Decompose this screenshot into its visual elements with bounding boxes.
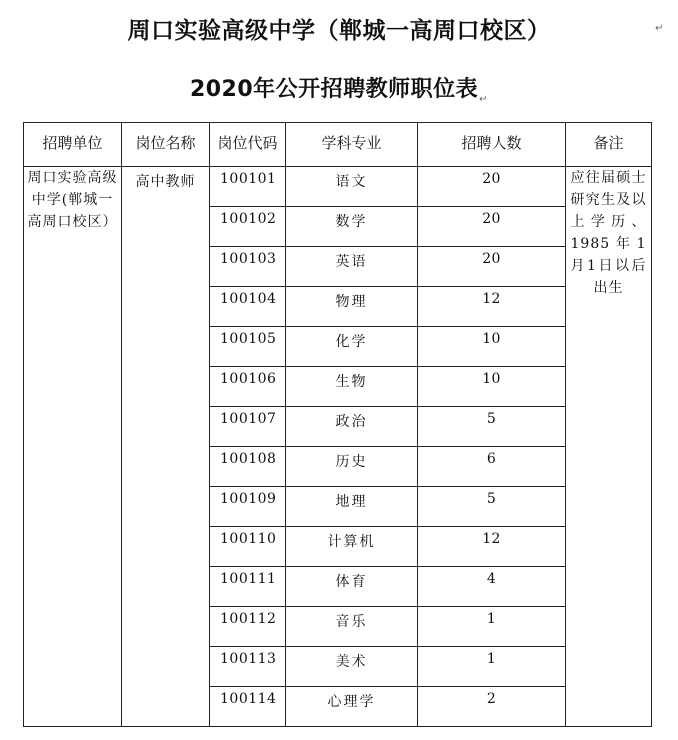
cell-subject: 美术 — [286, 647, 418, 687]
header-unit: 招聘单位 — [24, 123, 122, 167]
cell-position-code: 100102 — [210, 207, 286, 247]
cell-hire-count: 5 — [418, 487, 566, 527]
cell-subject: 政治 — [286, 407, 418, 447]
cell-position-code: 100108 — [210, 447, 286, 487]
cell-position-code: 100114 — [210, 687, 286, 727]
header-position: 岗位名称 — [122, 123, 210, 167]
cell-subject: 历史 — [286, 447, 418, 487]
cell-hire-count: 1 — [418, 647, 566, 687]
cell-position-code: 100104 — [210, 287, 286, 327]
position-name-text: 高中教师 — [135, 174, 196, 190]
cell-position-code: 100106 — [210, 367, 286, 407]
header-notes: 备注 — [566, 123, 652, 167]
cell-subject: 物理 — [286, 287, 418, 327]
document-title — [0, 12, 678, 45]
cell-subject: 化学 — [286, 327, 418, 367]
title-text: 周口实验高级中学（郸城一高周口校区） — [127, 18, 551, 44]
cell-hire-count: 10 — [418, 367, 566, 407]
cell-hire-count: 20 — [418, 207, 566, 247]
cell-hire-count: 20 — [418, 247, 566, 287]
cell-subject: 体育 — [286, 567, 418, 607]
cell-hire-count: 5 — [418, 407, 566, 447]
cell-position-code: 100107 — [210, 407, 286, 447]
subtitle-text: 2020年公开招聘教师职位表 — [189, 77, 479, 102]
paragraph-mark-icon: ↵ — [655, 23, 664, 34]
cell-hire-count: 12 — [418, 527, 566, 567]
cell-position-code: 100103 — [210, 247, 286, 287]
paragraph-mark-icon: ↵ — [479, 94, 489, 105]
header-subject: 学科专业 — [286, 123, 418, 167]
cell-position-name — [122, 167, 210, 727]
cell-position-code: 100101 — [210, 167, 286, 207]
cell-position-code: 100109 — [210, 487, 286, 527]
table-row — [24, 167, 652, 207]
recruiting-unit-text: 周口实验高级中学(郸城一高周口校区） — [27, 170, 118, 230]
cell-hire-count: 12 — [418, 287, 566, 327]
header-code: 岗位代码 — [210, 123, 286, 167]
header-count: 招聘人数 — [418, 123, 566, 167]
cell-subject: 生物 — [286, 367, 418, 407]
cell-subject: 心理学 — [286, 687, 418, 727]
cell-position-code: 100113 — [210, 647, 286, 687]
cell-hire-count: 20 — [418, 167, 566, 207]
recruitment-table — [23, 122, 652, 727]
cell-subject: 英语 — [286, 247, 418, 287]
cell-position-code: 100105 — [210, 327, 286, 367]
cell-subject: 计算机 — [286, 527, 418, 567]
cell-position-code: 100110 — [210, 527, 286, 567]
cell-recruiting-unit — [24, 167, 122, 727]
cell-hire-count: 1 — [418, 607, 566, 647]
table-header-row — [24, 123, 652, 167]
cell-subject: 数学 — [286, 207, 418, 247]
cell-subject: 语文 — [286, 167, 418, 207]
cell-subject: 地理 — [286, 487, 418, 527]
document-subtitle — [0, 72, 678, 105]
notes-text: 应往届硕士研究生及以上学历、1985年1月1日以后出生 — [570, 170, 647, 296]
cell-hire-count: 6 — [418, 447, 566, 487]
cell-hire-count: 4 — [418, 567, 566, 607]
cell-position-code: 100112 — [210, 607, 286, 647]
cell-hire-count: 10 — [418, 327, 566, 367]
cell-notes — [566, 167, 652, 727]
cell-hire-count: 2 — [418, 687, 566, 727]
cell-position-code: 100111 — [210, 567, 286, 607]
cell-subject: 音乐 — [286, 607, 418, 647]
